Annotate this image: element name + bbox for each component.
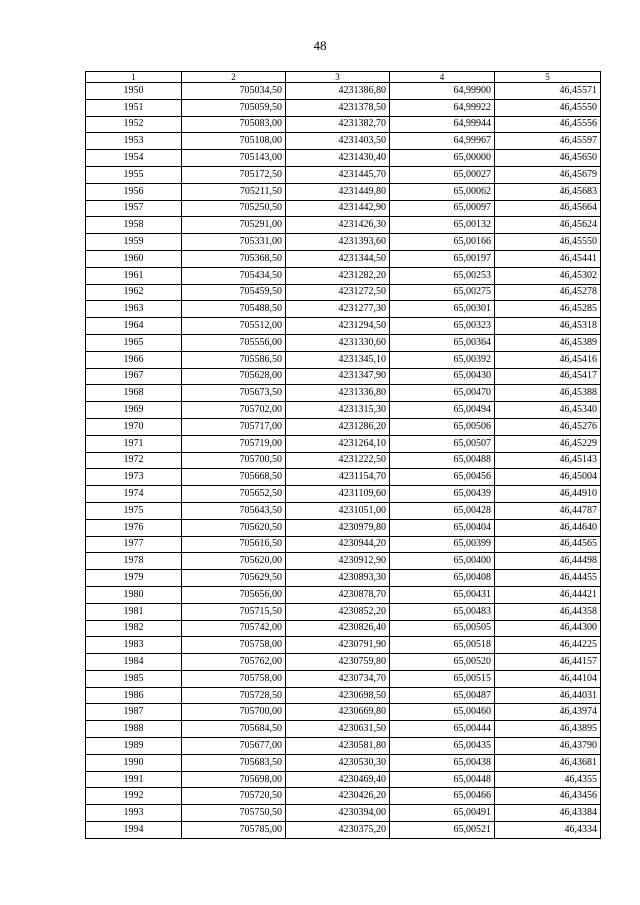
y-coordinate-cell: 4230581,80 [286,738,390,755]
x-coordinate-cell: 705459,50 [182,284,286,301]
x-coordinate-cell: 705673,50 [182,385,286,402]
header-row [86,72,601,83]
y-coordinate-cell: 4231445,70 [286,166,390,183]
latitude-cell: 64,99944 [390,116,495,133]
longitude-cell: 46,45624 [495,217,601,234]
longitude-cell: 46,44358 [495,603,601,620]
longitude-cell: 46,45004 [495,469,601,486]
table-row [86,334,601,351]
point-number-cell: 1959 [86,234,182,251]
longitude-cell: 46,45285 [495,301,601,318]
point-number-cell: 1955 [86,166,182,183]
latitude-cell: 65,00323 [390,318,495,335]
x-coordinate-cell: 705677,00 [182,738,286,755]
point-number-cell: 1985 [86,670,182,687]
x-coordinate-cell: 705643,50 [182,502,286,519]
y-coordinate-cell: 4231403,50 [286,133,390,150]
x-coordinate-cell: 705108,00 [182,133,286,150]
table-row [86,267,601,284]
point-number-cell: 1990 [86,754,182,771]
table-row [86,620,601,637]
table-row [86,603,601,620]
y-coordinate-cell: 4230912,90 [286,553,390,570]
point-number-cell: 1980 [86,586,182,603]
longitude-cell: 46,4334 [495,822,601,839]
point-number-cell: 1977 [86,536,182,553]
column-header: 1 [86,72,182,83]
x-coordinate-cell: 705758,00 [182,670,286,687]
x-coordinate-cell: 705059,50 [182,99,286,116]
table-row [86,452,601,469]
point-number-cell: 1967 [86,368,182,385]
longitude-cell: 46,45388 [495,385,601,402]
y-coordinate-cell: 4231264,10 [286,435,390,452]
longitude-cell: 46,45441 [495,250,601,267]
table-row [86,83,601,100]
latitude-cell: 65,00430 [390,368,495,385]
longitude-cell: 46,45683 [495,183,601,200]
y-coordinate-cell: 4231286,20 [286,418,390,435]
x-coordinate-cell: 705331,00 [182,234,286,251]
point-number-cell: 1960 [86,250,182,267]
longitude-cell: 46,45416 [495,351,601,368]
latitude-cell: 65,00438 [390,754,495,771]
table-row [86,553,601,570]
point-number-cell: 1962 [86,284,182,301]
x-coordinate-cell: 705728,50 [182,687,286,704]
x-coordinate-cell: 705668,50 [182,469,286,486]
point-number-cell: 1958 [86,217,182,234]
table-row [86,738,601,755]
y-coordinate-cell: 4231272,50 [286,284,390,301]
longitude-cell: 46,45340 [495,402,601,419]
x-coordinate-cell: 705250,50 [182,200,286,217]
latitude-cell: 65,00470 [390,385,495,402]
longitude-cell: 46,45229 [495,435,601,452]
x-coordinate-cell: 705434,50 [182,267,286,284]
latitude-cell: 65,00439 [390,486,495,503]
y-coordinate-cell: 4231051,00 [286,502,390,519]
latitude-cell: 65,00275 [390,284,495,301]
point-number-cell: 1976 [86,519,182,536]
y-coordinate-cell: 4231382,70 [286,116,390,133]
table-row [86,687,601,704]
latitude-cell: 65,00456 [390,469,495,486]
x-coordinate-cell: 705720,50 [182,788,286,805]
latitude-cell: 65,00197 [390,250,495,267]
longitude-cell: 46,45276 [495,418,601,435]
latitude-cell: 65,00521 [390,822,495,839]
x-coordinate-cell: 705762,00 [182,654,286,671]
column-header: 5 [495,72,601,83]
x-coordinate-cell: 705717,00 [182,418,286,435]
longitude-cell: 46,44300 [495,620,601,637]
point-number-cell: 1981 [86,603,182,620]
table-row [86,385,601,402]
table-row [86,217,601,234]
x-coordinate-cell: 705785,00 [182,822,286,839]
table-body [86,83,601,839]
table-row [86,670,601,687]
longitude-cell: 46,43681 [495,754,601,771]
y-coordinate-cell: 4231336,80 [286,385,390,402]
x-coordinate-cell: 705684,50 [182,721,286,738]
point-number-cell: 1974 [86,486,182,503]
y-coordinate-cell: 4231449,80 [286,183,390,200]
latitude-cell: 65,00494 [390,402,495,419]
latitude-cell: 65,00466 [390,788,495,805]
table-row [86,654,601,671]
table-row [86,704,601,721]
point-number-cell: 1983 [86,637,182,654]
table-row [86,788,601,805]
column-header: 4 [390,72,495,83]
point-number-cell: 1994 [86,822,182,839]
latitude-cell: 65,00166 [390,234,495,251]
table-row [86,519,601,536]
y-coordinate-cell: 4230375,20 [286,822,390,839]
y-coordinate-cell: 4230426,20 [286,788,390,805]
x-coordinate-cell: 705556,00 [182,334,286,351]
point-number-cell: 1957 [86,200,182,217]
longitude-cell: 46,44421 [495,586,601,603]
point-number-cell: 1950 [86,83,182,100]
longitude-cell: 46,45143 [495,452,601,469]
point-number-cell: 1978 [86,553,182,570]
x-coordinate-cell: 705172,50 [182,166,286,183]
table-row [86,200,601,217]
latitude-cell: 65,00444 [390,721,495,738]
point-number-cell: 1954 [86,150,182,167]
latitude-cell: 65,00460 [390,704,495,721]
longitude-cell: 46,45318 [495,318,601,335]
x-coordinate-cell: 705083,00 [182,116,286,133]
y-coordinate-cell: 4231109,60 [286,486,390,503]
longitude-cell: 46,43790 [495,738,601,755]
x-coordinate-cell: 705758,00 [182,637,286,654]
y-coordinate-cell: 4231386,80 [286,83,390,100]
latitude-cell: 65,00301 [390,301,495,318]
latitude-cell: 65,00428 [390,502,495,519]
x-coordinate-cell: 705620,50 [182,519,286,536]
y-coordinate-cell: 4231378,50 [286,99,390,116]
point-number-cell: 1953 [86,133,182,150]
table-row [86,368,601,385]
point-number-cell: 1979 [86,570,182,587]
table-row [86,435,601,452]
longitude-cell: 46,43456 [495,788,601,805]
latitude-cell: 65,00132 [390,217,495,234]
y-coordinate-cell: 4231344,50 [286,250,390,267]
x-coordinate-cell: 705750,50 [182,805,286,822]
y-coordinate-cell: 4230734,70 [286,670,390,687]
latitude-cell: 65,00431 [390,586,495,603]
point-number-cell: 1970 [86,418,182,435]
x-coordinate-cell: 705652,50 [182,486,286,503]
longitude-cell: 46,45679 [495,166,601,183]
y-coordinate-cell: 4230669,80 [286,704,390,721]
longitude-cell: 46,45278 [495,284,601,301]
table-row [86,754,601,771]
x-coordinate-cell: 705616,50 [182,536,286,553]
column-header: 2 [182,72,286,83]
table-row [86,536,601,553]
y-coordinate-cell: 4230791,90 [286,637,390,654]
point-number-cell: 1961 [86,267,182,284]
longitude-cell: 46,45389 [495,334,601,351]
x-coordinate-cell: 705700,50 [182,452,286,469]
point-number-cell: 1966 [86,351,182,368]
point-number-cell: 1989 [86,738,182,755]
y-coordinate-cell: 4231154,70 [286,469,390,486]
point-number-cell: 1952 [86,116,182,133]
x-coordinate-cell: 705488,50 [182,301,286,318]
table-row [86,502,601,519]
page-number: 48 [313,38,327,53]
longitude-cell: 46,44031 [495,687,601,704]
point-number-cell: 1964 [86,318,182,335]
x-coordinate-cell: 705715,50 [182,603,286,620]
point-number-cell: 1975 [86,502,182,519]
x-coordinate-cell: 705211,50 [182,183,286,200]
y-coordinate-cell: 4230852,20 [286,603,390,620]
x-coordinate-cell: 705719,00 [182,435,286,452]
table-row [86,133,601,150]
point-number-cell: 1971 [86,435,182,452]
longitude-cell: 46,44157 [495,654,601,671]
latitude-cell: 65,00518 [390,637,495,654]
point-number-cell: 1965 [86,334,182,351]
latitude-cell: 65,00487 [390,687,495,704]
table-row [86,637,601,654]
table-header [86,72,601,83]
longitude-cell: 46,43384 [495,805,601,822]
longitude-cell: 46,43895 [495,721,601,738]
longitude-cell: 46,45597 [495,133,601,150]
y-coordinate-cell: 4230394,00 [286,805,390,822]
latitude-cell: 65,00097 [390,200,495,217]
latitude-cell: 65,00505 [390,620,495,637]
latitude-cell: 65,00027 [390,166,495,183]
table-row [86,486,601,503]
column-header: 3 [286,72,390,83]
latitude-cell: 65,00000 [390,150,495,167]
table-row [86,586,601,603]
y-coordinate-cell: 4231277,30 [286,301,390,318]
x-coordinate-cell: 705698,00 [182,771,286,788]
longitude-cell: 46,44640 [495,519,601,536]
y-coordinate-cell: 4230631,50 [286,721,390,738]
x-coordinate-cell: 705368,50 [182,250,286,267]
latitude-cell: 64,99967 [390,133,495,150]
point-number-cell: 1988 [86,721,182,738]
latitude-cell: 65,00253 [390,267,495,284]
longitude-cell: 46,44565 [495,536,601,553]
y-coordinate-cell: 4230759,80 [286,654,390,671]
point-number-cell: 1963 [86,301,182,318]
x-coordinate-cell: 705512,00 [182,318,286,335]
latitude-cell: 65,00507 [390,435,495,452]
longitude-cell: 46,45550 [495,234,601,251]
table-row [86,318,601,335]
longitude-cell: 46,44104 [495,670,601,687]
y-coordinate-cell: 4231430,40 [286,150,390,167]
longitude-cell: 46,44455 [495,570,601,587]
point-number-cell: 1973 [86,469,182,486]
table-row [86,183,601,200]
point-number-cell: 1951 [86,99,182,116]
y-coordinate-cell: 4231426,30 [286,217,390,234]
x-coordinate-cell: 705700,00 [182,704,286,721]
y-coordinate-cell: 4230944,20 [286,536,390,553]
point-number-cell: 1956 [86,183,182,200]
y-coordinate-cell: 4230893,30 [286,570,390,587]
point-number-cell: 1968 [86,385,182,402]
latitude-cell: 65,00408 [390,570,495,587]
point-number-cell: 1991 [86,771,182,788]
coordinates-table [85,71,601,839]
latitude-cell: 65,00483 [390,603,495,620]
point-number-cell: 1993 [86,805,182,822]
y-coordinate-cell: 4231347,90 [286,368,390,385]
y-coordinate-cell: 4231442,90 [286,200,390,217]
point-number-cell: 1987 [86,704,182,721]
table-row [86,805,601,822]
latitude-cell: 65,00491 [390,805,495,822]
longitude-cell: 46,44787 [495,502,601,519]
latitude-cell: 65,00515 [390,670,495,687]
longitude-cell: 46,44225 [495,637,601,654]
y-coordinate-cell: 4230979,80 [286,519,390,536]
x-coordinate-cell: 705586,50 [182,351,286,368]
table-row [86,250,601,267]
x-coordinate-cell: 705143,00 [182,150,286,167]
y-coordinate-cell: 4230878,70 [286,586,390,603]
longitude-cell: 46,43974 [495,704,601,721]
latitude-cell: 65,00506 [390,418,495,435]
y-coordinate-cell: 4231330,60 [286,334,390,351]
table-row [86,771,601,788]
table-row [86,150,601,167]
latitude-cell: 65,00062 [390,183,495,200]
table-row [86,351,601,368]
point-number-cell: 1982 [86,620,182,637]
latitude-cell: 65,00520 [390,654,495,671]
x-coordinate-cell: 705620,00 [182,553,286,570]
y-coordinate-cell: 4230530,30 [286,754,390,771]
point-number-cell: 1984 [86,654,182,671]
latitude-cell: 65,00364 [390,334,495,351]
longitude-cell: 46,45556 [495,116,601,133]
table-row [86,469,601,486]
x-coordinate-cell: 705628,00 [182,368,286,385]
point-number-cell: 1986 [86,687,182,704]
latitude-cell: 65,00392 [390,351,495,368]
longitude-cell: 46,45571 [495,83,601,100]
x-coordinate-cell: 705291,00 [182,217,286,234]
longitude-cell: 46,45417 [495,368,601,385]
latitude-cell: 64,99922 [390,99,495,116]
latitude-cell: 65,00448 [390,771,495,788]
x-coordinate-cell: 705683,50 [182,754,286,771]
longitude-cell: 46,45664 [495,200,601,217]
y-coordinate-cell: 4231222,50 [286,452,390,469]
latitude-cell: 65,00400 [390,553,495,570]
point-number-cell: 1969 [86,402,182,419]
x-coordinate-cell: 705656,00 [182,586,286,603]
y-coordinate-cell: 4231282,20 [286,267,390,284]
table-row [86,570,601,587]
x-coordinate-cell: 705742,00 [182,620,286,637]
y-coordinate-cell: 4231315,30 [286,402,390,419]
y-coordinate-cell: 4231393,60 [286,234,390,251]
x-coordinate-cell: 705034,50 [182,83,286,100]
longitude-cell: 46,45550 [495,99,601,116]
point-number-cell: 1972 [86,452,182,469]
table-row [86,402,601,419]
point-number-cell: 1992 [86,788,182,805]
table-row [86,99,601,116]
table-row [86,822,601,839]
latitude-cell: 64,99900 [390,83,495,100]
y-coordinate-cell: 4231294,50 [286,318,390,335]
table-row [86,234,601,251]
longitude-cell: 46,44498 [495,553,601,570]
x-coordinate-cell: 705702,00 [182,402,286,419]
longitude-cell: 46,44910 [495,486,601,503]
y-coordinate-cell: 4230698,50 [286,687,390,704]
latitude-cell: 65,00435 [390,738,495,755]
y-coordinate-cell: 4231345,10 [286,351,390,368]
latitude-cell: 65,00488 [390,452,495,469]
latitude-cell: 65,00399 [390,536,495,553]
y-coordinate-cell: 4230826,40 [286,620,390,637]
table-row [86,721,601,738]
longitude-cell: 46,4355 [495,771,601,788]
table-row [86,116,601,133]
y-coordinate-cell: 4230469,40 [286,771,390,788]
longitude-cell: 46,45302 [495,267,601,284]
table-row [86,284,601,301]
table-row [86,166,601,183]
longitude-cell: 46,45650 [495,150,601,167]
table-row [86,301,601,318]
table-row [86,418,601,435]
x-coordinate-cell: 705629,50 [182,570,286,587]
latitude-cell: 65,00404 [390,519,495,536]
